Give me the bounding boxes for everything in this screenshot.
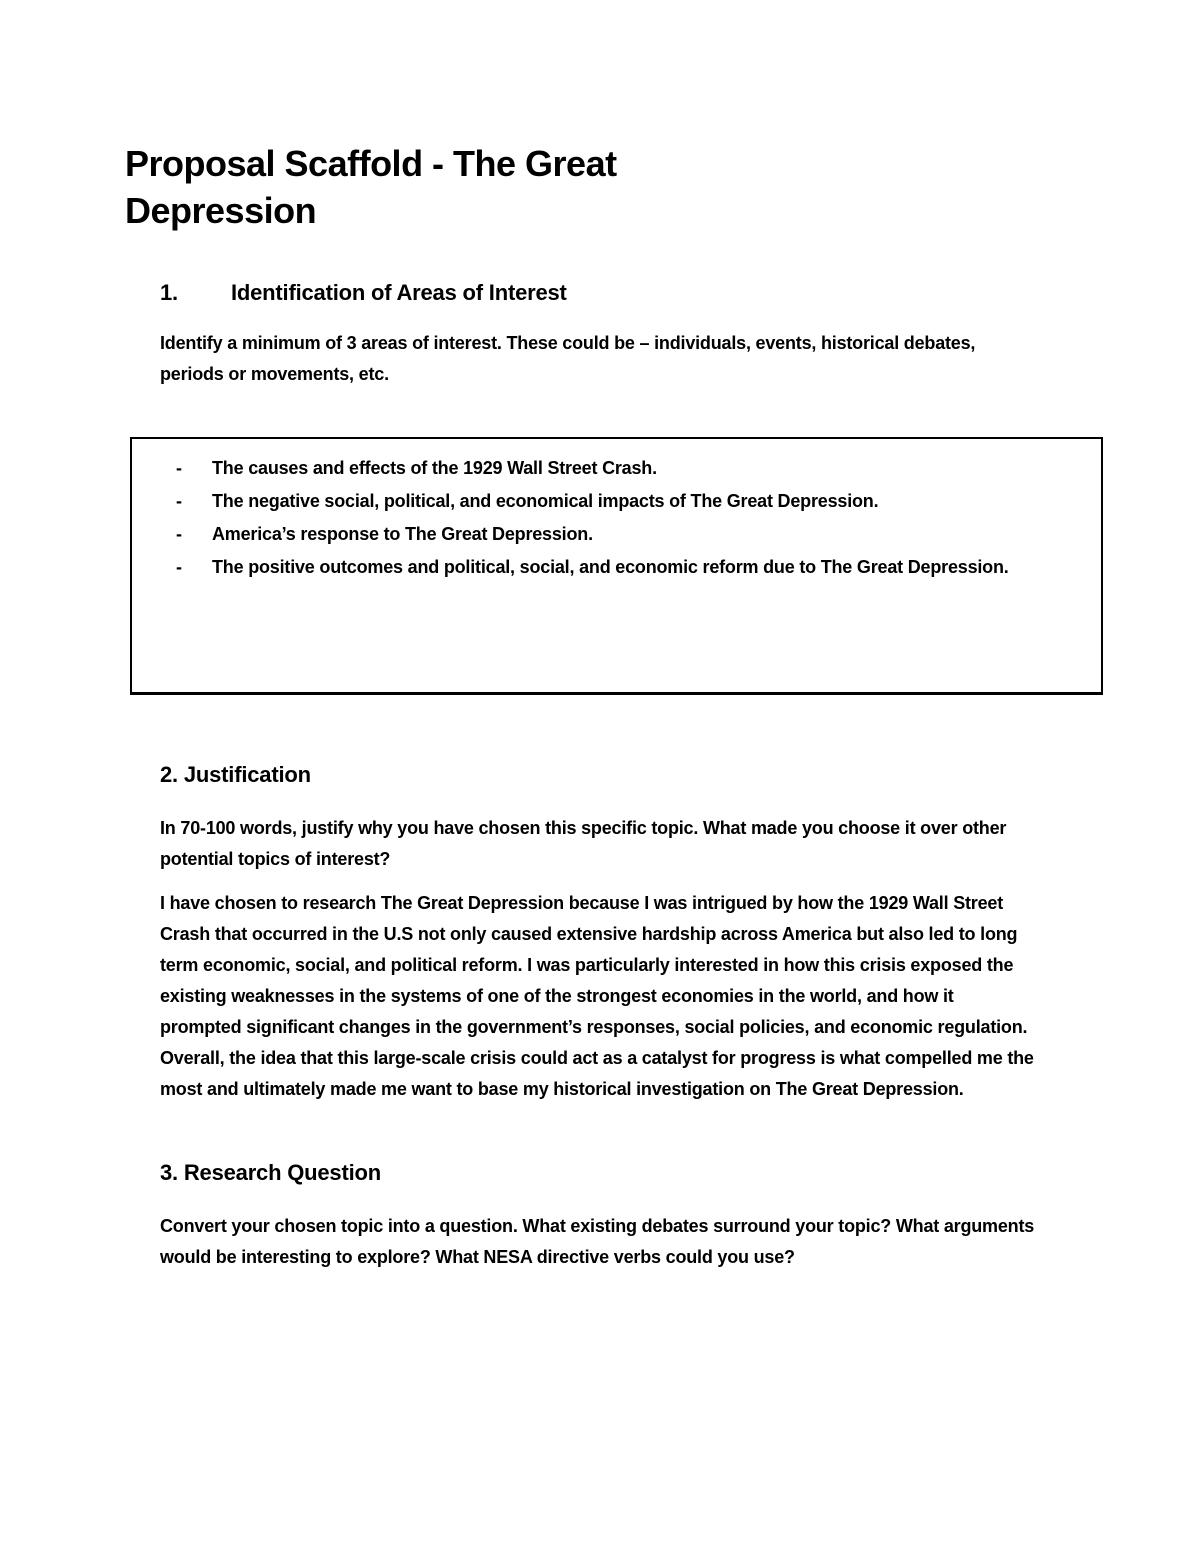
section-research-question-heading: 3. Research Question: [160, 1160, 381, 1185]
bullet-text: The negative social, political, and economical impacts of The Great Depression.: [212, 491, 879, 511]
section-areas-number: 1.: [160, 280, 178, 305]
bullet-dash: -: [176, 491, 182, 511]
research-question-prompt: Convert your chosen topic into a question. What existing debates surround your topic? What arguments would be interesting to explore? What NESA directive verbs could you use?: [160, 1216, 1035, 1267]
section-areas-intro: Identify a minimum of 3 areas of interest. These could be – individuals, events, historical debates, periods or movements, etc.: [160, 333, 976, 384]
list-item: [176, 485, 1081, 518]
list-item: [176, 551, 1081, 584]
areas-bullet-list: [176, 452, 1081, 584]
page-title: Proposal Scaffold - The Great Depression: [125, 143, 617, 231]
justification-prompt: In 70-100 words, justify why you have chosen this specific topic. What made you choose it over other potential topics of interest?: [160, 818, 1007, 869]
bullet-text: The positive outcomes and political, social, and economic reform due to The Great Depression.: [212, 557, 1009, 577]
bullet-text: The causes and effects of the 1929 Wall Street Crash.: [212, 458, 657, 478]
bullet-dash: -: [176, 557, 182, 577]
areas-of-interest-box: [130, 437, 1103, 695]
section-areas-heading: [160, 277, 1160, 308]
list-item: [176, 452, 1081, 485]
bullet-text: America’s response to The Great Depression.: [212, 524, 593, 544]
bullet-dash: -: [176, 524, 182, 544]
justification-answer: I have chosen to research The Great Depression because I was intrigued by how the 1929 Wall Street Crash that occurred in the U.S not only caused extensive hardship across America but also led to long term economic, social, and political reform. I was particularly interested in how this crisis exposed the existing weaknesses in the systems of one of the strongest economies in the world, and how it prompted significant changes in the government’s responses, social policies, and economic regulation. Overall, the idea that this large-scale crisis could act as a catalyst for progress is what compelled me the most and ultimately made me want to base my historical investigation on The Great Depression.: [160, 893, 1034, 1099]
section-areas-heading-label: Identification of Areas of Interest: [231, 280, 567, 305]
section-justification-heading: 2. Justification: [160, 762, 311, 787]
bullet-dash: -: [176, 458, 182, 478]
list-item: [176, 518, 1081, 551]
